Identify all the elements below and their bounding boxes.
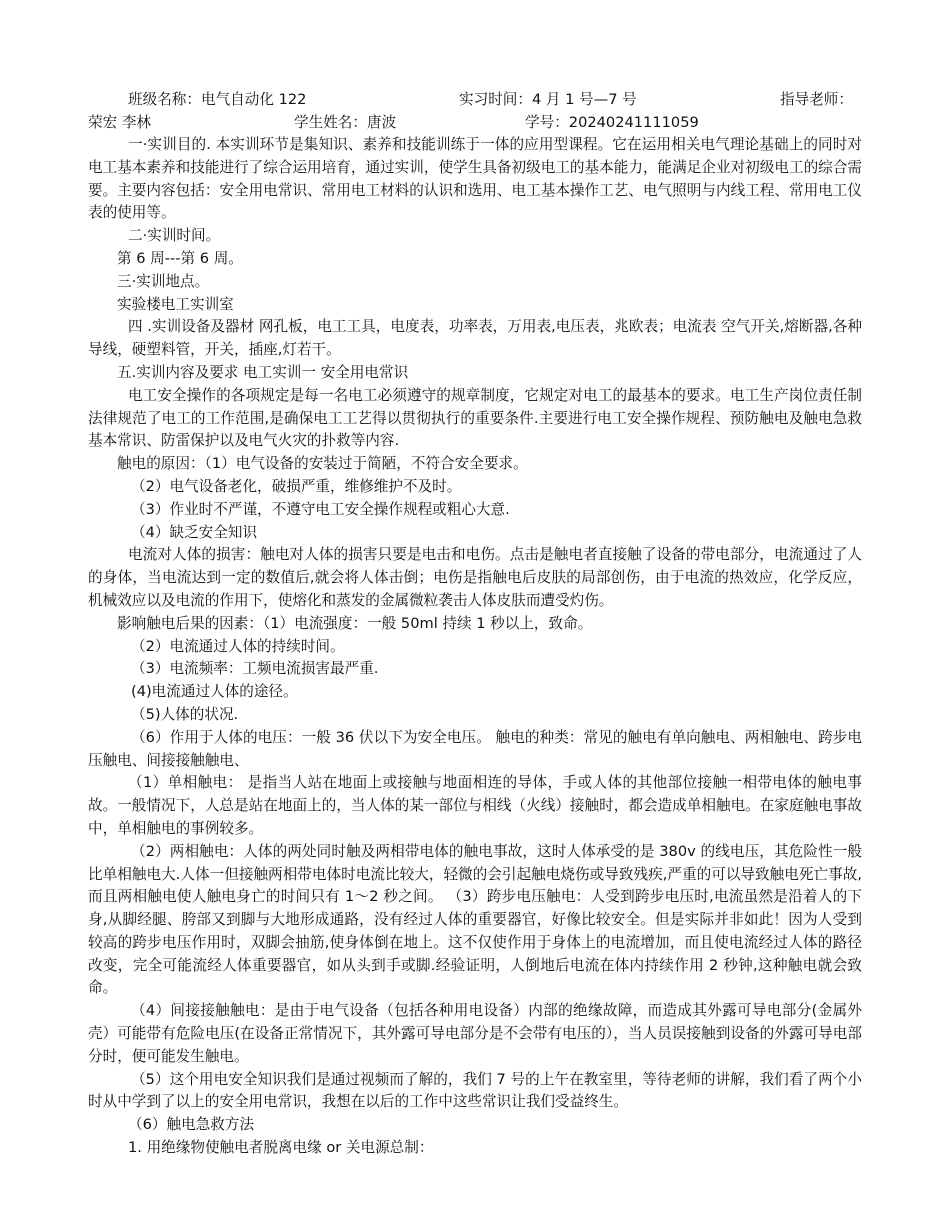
class-name: 班级名称：电气自动化 122 bbox=[128, 91, 307, 108]
instructor-names: 荣宏 李林 bbox=[88, 114, 152, 131]
para-safety-rules: 电工安全操作的各项规定是每一名电工必须遵守的规章制度，它规定对电工的最基本的要求。电工生产岗位责任制法律规范了电工的工作范围,是确保电工工艺得以贯彻执行的重要条件.主要进行电工安全操作规程、预防触电及触电急救基本常识、防雷保护以及电气火灾的扑救等内容. bbox=[88, 386, 862, 450]
student-id: 学号：20240241111059 bbox=[525, 114, 699, 131]
heading-first-aid: （6）触电急救方法 bbox=[128, 1116, 255, 1134]
header-line-2 bbox=[88, 111, 862, 134]
para-single-phase: （1）单相触电： 是指当人站在地面上或接触与地面相连的导体，手或人体的其他部位接触一相带电体的触电事故。一般情况下，人总是站在地面上的，当人体的某一部位与相线（火线）接触时，都会造成单相触电。在家庭触电事故中，单相触电的事例较多。 bbox=[88, 774, 862, 837]
para-video-learning: （5）这个用电安全知识我们是通过视频而了解的，我们 7 号的上午在教室里，等待老师的讲解，我们看了两个小时从中学到了以上的安全用电常识，我想在以后的工作中这些常识让我们受益终生。 bbox=[88, 1070, 862, 1111]
heading-content: 五.实训内容及要求 电工实训一 安全用电常识 bbox=[117, 363, 409, 381]
student-name: 学生姓名：唐波 bbox=[294, 114, 397, 131]
list-item: （4）缺乏安全知识 bbox=[131, 523, 258, 541]
para-indirect-contact: （4）间接接触触电：是由于电气设备（包括各种用电设备）内部的绝缘故障，而造成其外露可导电部分(金属外壳）可能带有危险电压(在设备正常情况下，其外露可导电部分是不会带有电压的），当人员误接触到设备的外露可导电部分时，便可能发生触电。 bbox=[88, 1002, 862, 1065]
heading-training-time: 二·实训时间。 bbox=[128, 227, 221, 245]
para-factors: 影响触电后果的因素：（1）电流强度：一般 50ml 持续 1 秒以上，致命。 bbox=[117, 614, 593, 632]
list-item: (4)电流通过人体的途径。 bbox=[131, 683, 298, 701]
para-equipment: 四 .实训设备及器材 网孔板，电工工具，电度表，功率表，万用表,电压表，兆欧表；电流表 空气开关,熔断器,各种导线，硬塑料管，开关，插座,灯若干。 bbox=[88, 318, 862, 359]
list-item: （2）电气设备老化，破损严重，维修维护不及时。 bbox=[131, 477, 462, 495]
para-location: 实验楼电工实训室 bbox=[117, 295, 234, 313]
heading-training-location: 三·实训地点。 bbox=[117, 272, 210, 290]
list-item: （3）电流频率：工频电流损害最严重. bbox=[131, 660, 379, 678]
list-item: （5)人体的状况. bbox=[131, 705, 239, 723]
para-first-aid-step-1: 1. 用绝缘物使触电者脱离电缘 or 关电源总制： bbox=[128, 1139, 434, 1157]
list-item: （3）作业时不严谨，不遵守电工安全操作规程或粗心大意. bbox=[131, 500, 510, 518]
para-voltage-types: （6）作用于人体的电压：一般 36 伏以下为安全电压。 触电的种类：常见的触电有单向触电、两相触电、跨步电压触电、间接接触触电、 bbox=[88, 728, 862, 769]
instructor-label: 指导老师： bbox=[780, 91, 853, 108]
list-item: （2）电流通过人体的持续时间。 bbox=[131, 637, 345, 655]
internship-time: 实习时间：4 月 1 号—7 号 bbox=[459, 91, 637, 108]
para-purpose: 一·实训目的. 本实训环节是集知识、素养和技能训练于一体的应用型课程。它在运用相关电气理论基础上的同时对电工基本素养和技能进行了综合运用培育，通过实训，使学生具备初级电工的基本能力，能满足企业对初级电工的综合需要。主要内容包括：安全用电常识、常用电工材料的认识和选用、电工基本操作工艺、电气照明与内线工程、常用电工仪表的使用等。 bbox=[88, 136, 862, 222]
para-shock-causes: 触电的原因：（1）电气设备的安装过于简陋，不符合安全要求。 bbox=[117, 455, 528, 473]
para-current-harm: 电流对人体的损害：触电对人体的损害只要是电击和电伤。点击是触电者直接触了设备的带电部分，电流通过了人的身体，当电流达到一定的数值后,就会将人体击倒；电伤是指触电后皮肤的局部创伤，由于电流的热效应，化学反应，机械效应以及电流的作用下，使熔化和蒸发的金属微粒袭击人体皮肤而遭受灼伤。 bbox=[88, 546, 862, 609]
header-line-1 bbox=[88, 88, 862, 111]
para-two-phase: （2）两相触电：人体的两处同时触及两相带电体的触电事故，这时人体承受的是 380v 的线电压，其危险性一般比单相触电大.人体一但接触两相带电体时电流比较大，轻微的会引起触电烧伤或导致残疾,严重的可以导致触电死亡事故,而且两相触电使人触电身亡的时间只有 1～2 秒之间。 （3）跨步电压触电：人受到跨步电压时,电流虽然是沿着人的下身,从脚经腿、胯部又到脚与大地形成通路，没有经过人体的重要器官，好像比较安全。但是实际并非如此！因为人受到较高的跨步电压作用时，双脚会抽筋,使身体倒在地上。这不仅使作用于身体上的电流增加，而且使电流经过人体的路径改变，完全可能流经人体重要器官，如从头到手或脚.经验证明，人倒地后电流在体内持续作用 2 秒钟,这种触电就会致命。 bbox=[88, 842, 862, 997]
para-training-weeks: 第 6 周---第 6 周。 bbox=[117, 249, 243, 267]
